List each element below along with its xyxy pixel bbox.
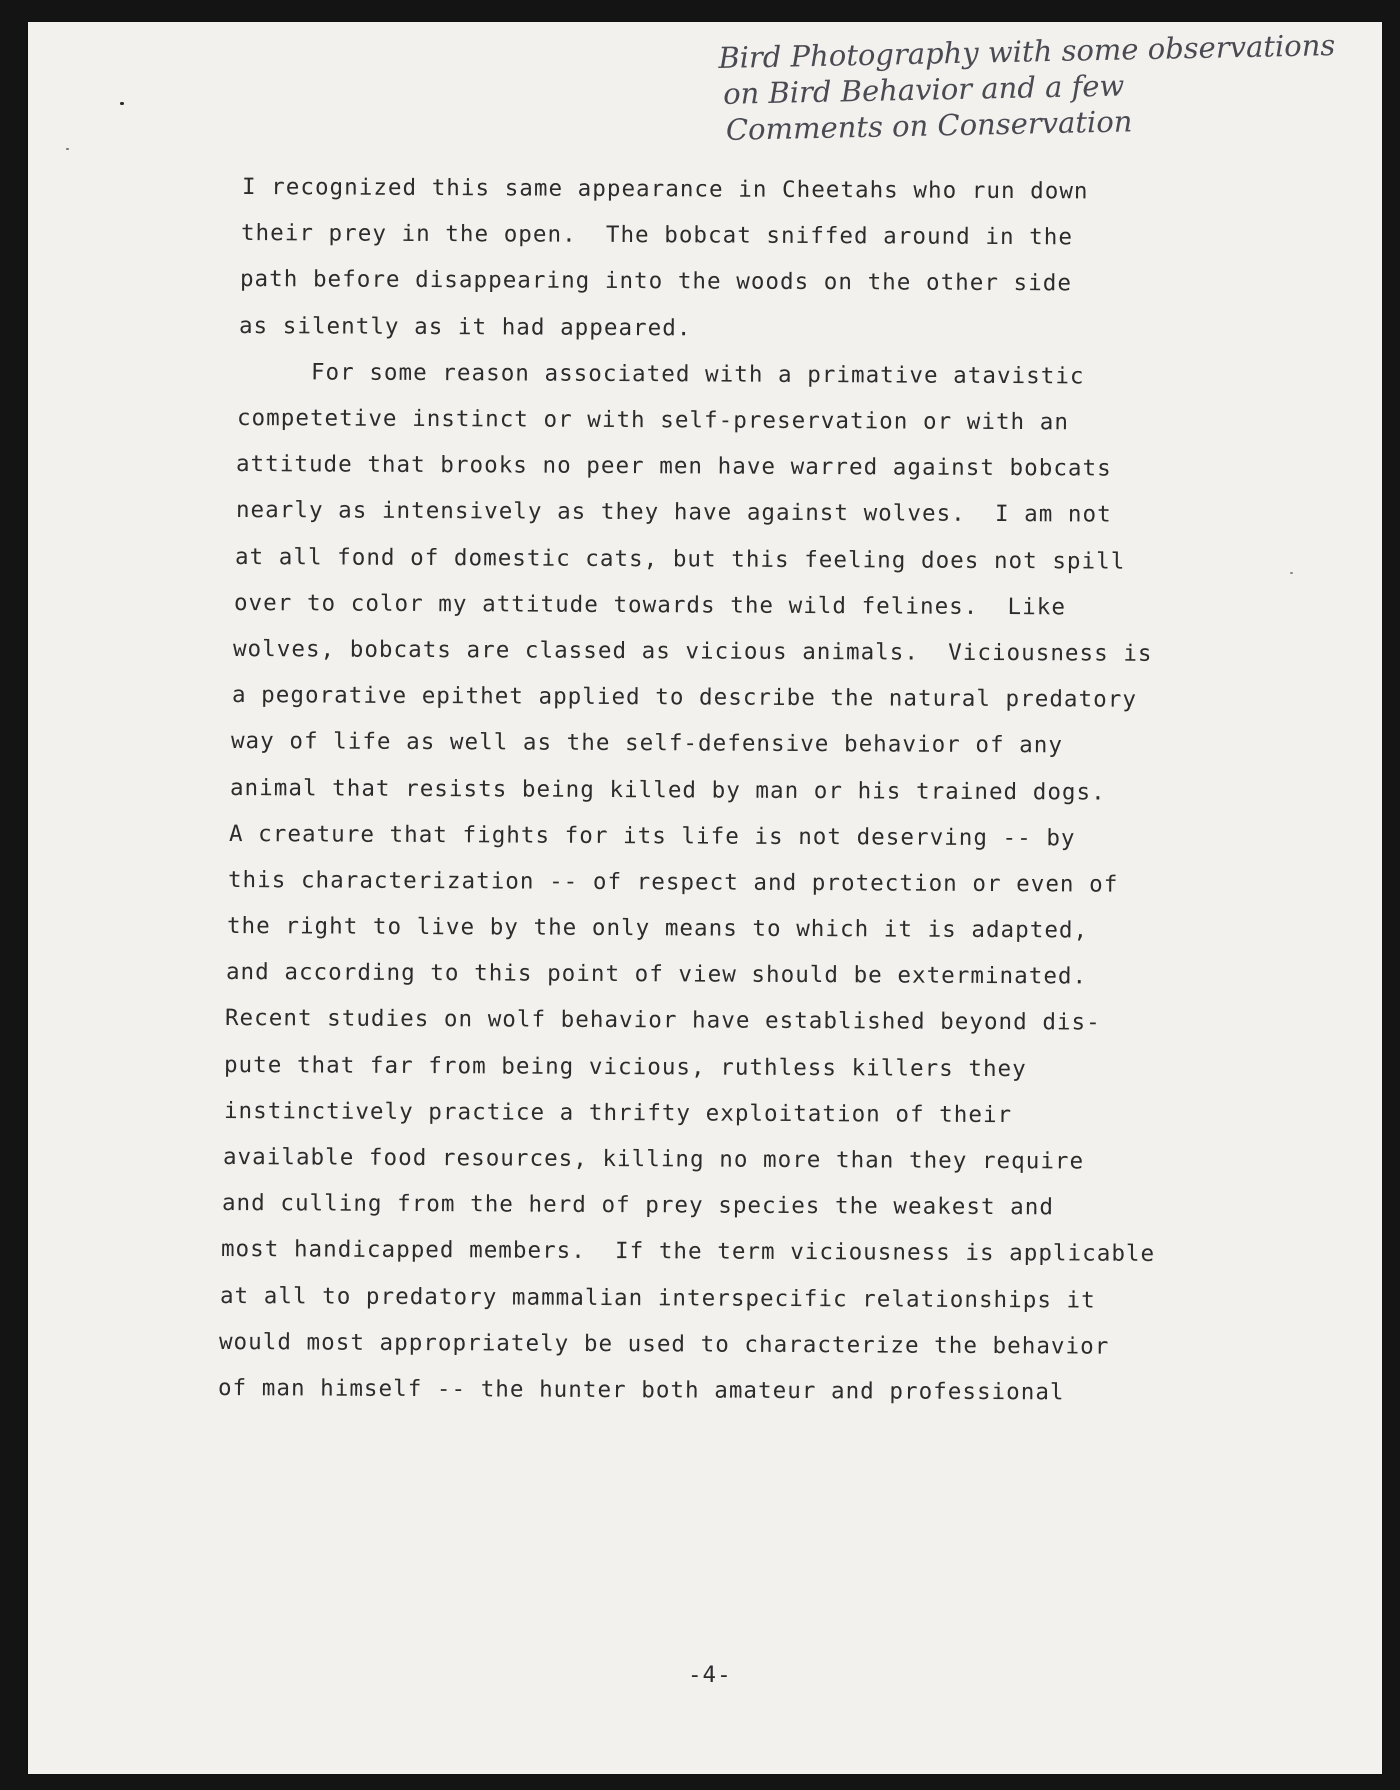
text-line: would most appropriately be used to characterize the behavior [218, 1328, 1110, 1360]
text-line: at all fond of domestic cats, but this feeling does not spill [234, 543, 1126, 575]
text-line: animal that resists being killed by man or his trained dogs. [229, 774, 1106, 806]
text-line: of man himself -- the hunter both amateur and professional [217, 1375, 1065, 1406]
text-line: instinctively practice a thrifty exploitation of their [223, 1097, 1012, 1128]
text-line: path before disappearing into the woods on the other side [240, 266, 1073, 297]
handwritten-note-line: Bird Photography with some observations [718, 28, 1336, 75]
text-line: pute that far from being vicious, ruthless killers they [224, 1051, 1028, 1082]
text-line: at all to predatory mammalian interspecific relationships it [219, 1282, 1096, 1314]
text-line: wolves, bobcats are classed as vicious animals. Viciousness is [232, 635, 1153, 667]
text-line: I recognized this same appearance in Cheetahs who run down [241, 174, 1089, 205]
text-line: way of life as well as the self-defensive behavior of any [230, 728, 1063, 759]
text-line: as silently as it had appeared. [239, 312, 692, 341]
text-line: and according to this point of view should be exterminated. [226, 959, 1088, 990]
typewritten-page [28, 22, 1382, 1774]
text-line: their prey in the open. The bobcat sniffed around in the [240, 220, 1074, 251]
text-line: and culling from the herd of prey species the weakest and [221, 1190, 1054, 1221]
page-number: -4- [688, 1662, 732, 1688]
body-paragraphs [28, 22, 1382, 1774]
text-line: a pegorative epithet applied to describe the natural predatory [231, 682, 1137, 713]
text-line: nearly as intensively as they have against wolves. I am not [235, 497, 1112, 528]
text-line: available food resources, killing no more than they require [222, 1144, 1084, 1175]
text-line: competetive instinct or with self-preservation or with an [237, 404, 1070, 436]
text-line: attitude that brooks no peer men have warred against bobcats [236, 451, 1113, 482]
handwritten-note-line: on Bird Behavior and a few [722, 68, 1125, 111]
text-line: For some reason associated with a primative atavistic [238, 358, 1085, 390]
text-line: over to color my attitude towards the wild felines. Like [233, 589, 1066, 621]
text-line: Recent studies on wolf behavior have established beyond dis- [225, 1005, 1102, 1037]
handwritten-note-line: Comments on Conservation [725, 104, 1133, 147]
text-line: A creature that fights for its life is not deserving -- by [228, 820, 1076, 852]
text-line: most handicapped members. If the term viciousness is applicable [220, 1236, 1155, 1268]
text-line: this characterization -- of respect and protection or even of [228, 866, 1119, 898]
text-line: the right to live by the only means to which it is adapted, [227, 913, 1089, 944]
